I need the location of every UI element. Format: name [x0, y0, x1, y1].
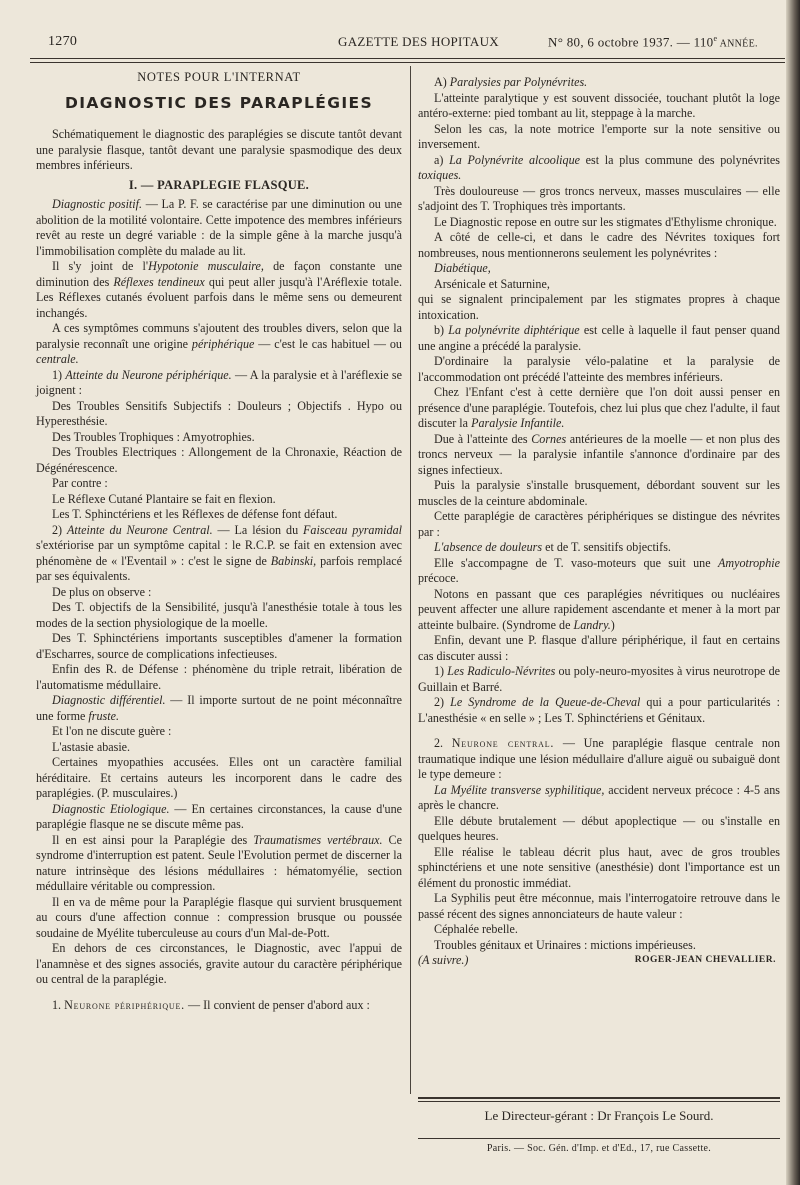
paragraph: 2) Le Syndrome de la Queue-de-Cheval qui a pour particularités : L'anesthésie « en selle » ; Les T. Sphinctériens et Génitaux. — [418, 695, 780, 725]
right-column — [418, 75, 780, 969]
paragraph: Selon les cas, la note motrice l'emporte sur la note sensitive ou inversement. — [418, 121, 780, 151]
paragraph: Diabétique, — [434, 261, 491, 275]
paragraph: Des Troubles Electriques : Allongement de la Chronaxie, Réaction de Dégénérescence. — [36, 445, 402, 475]
paragraph: Enfin des R. de Défense : phénomène du triple retrait, libération de l'automatisme médullaire. — [36, 662, 402, 692]
paragraph: Certaines myopathies accusées. Elles ont un caractère familial héréditaire. Et certains auteurs les incorporent dans le cadre des paraplégies. (P. musculaires.) — [36, 755, 402, 800]
paragraph: Elle réalise le tableau décrit plus haut, avec de gros troubles sphinctériens et une note sensitive (anesthésie) dont l'importance est un élément du pronostic immédiat. — [418, 844, 780, 890]
paragraph: Elle s'accompagne de T. vaso-moteurs que suit une Amyotrophie précoce. — [418, 555, 780, 585]
journal-title: GAZETTE DES HOPITAUX — [338, 34, 499, 49]
printer-line: Paris. — Soc. Gén. d'Imp. et d'Ed., 17, rue Cassette. — [486, 1143, 712, 1154]
paragraph: Les T. Sphinctériens et les Réflexes de défense font défaut. — [52, 507, 338, 521]
paragraph: Puis la paralysie s'installe brusquement, débordant souvent sur les muscles de la ceinture abdominale. — [418, 478, 780, 508]
paragraph: Diagnostic différentiel. — Il importe surtout de ne point méconnaître une forme fruste. — [36, 693, 402, 723]
article-title: DIAGNOSTIC DES PARAPLÉGIES — [64, 93, 374, 112]
paragraph: Chez l'Enfant c'est à cette dernière que l'on doit aussi penser en présence d'une paraplégie. Toutefois, chez lui plus que chez l'adulte, il faut discuter la Paralysie Infantile. — [418, 385, 780, 430]
header-rule-thin — [30, 62, 785, 63]
paragraph: L'absence de douleurs et de T. sensitifs objectifs. — [434, 540, 671, 554]
column-divider — [410, 66, 411, 1094]
paragraph: Notons en passant que ces paraplégies névritiques ou nucléaires peuvent affecter une allure rapidement ascendante et mener à la mort par atteinte bulbaire. (Syndrome de Landry.) — [418, 586, 780, 632]
paragraph: A côté de celle-ci, et dans le cadre des Névrites toxiques fort nombreuses, nous mentionnerons seulement les polynévrites : — [418, 230, 780, 260]
paragraph: 2. Neurone central. — Une paraplégie flasque centrale non traumatique indique une lésion médullaire d'allure aiguë ou subaiguë dont le type demeure : — [418, 736, 781, 781]
paragraph: Due à l'atteinte des Cornes antérieures de la moelle — et non plus des troncs nerveux — la paralysie infantile s'annonce d'ordinaire par des signes infectieux. — [418, 431, 780, 477]
paragraph: A) Paralysies par Polynévrites. — [434, 75, 588, 89]
paragraph: Enfin, devant une P. flasque d'allure périphérique, il faut en certains cas discuter aussi : — [418, 633, 780, 663]
page-number: 1270 — [48, 34, 78, 49]
paragraph: 1. Neurone périphérique. — Il convient de penser d'abord aux : — [52, 997, 370, 1012]
paragraph: La Myélite transverse syphilitique, accident nerveux précoce : 4-5 ans après le chancre. — [418, 782, 780, 812]
section-heading: I. — PARAPLEGIE FLASQUE. — [128, 177, 310, 192]
paragraph: Arsénicale et Saturnine, — [434, 276, 550, 291]
paragraph: En dehors de ces circonstances, le Diagnostic, avec l'appui de l'anamnèse et des signes associés, gravite autour du caractère périphérique ou central de la paraplégie. — [36, 941, 402, 986]
paragraph: Le Diagnostic repose en outre sur les stigmates d'Ethylisme chronique. — [434, 214, 777, 229]
paragraph: De plus on observe : — [52, 584, 152, 599]
paragraph: Très douloureuse — gros troncs nerveux, masses musculaires — elle s'adjoint des T. Trophiques très importants. — [418, 183, 780, 213]
paragraph: Des Troubles Sensitifs Subjectifs : Douleurs ; Objectifs . Hypo ou Hyperesthésie. — [36, 398, 402, 428]
paragraph: Céphalée rebelle. — [434, 922, 518, 936]
paragraph: Des Troubles Trophiques : Amyotrophies. — [52, 429, 255, 444]
paragraph: Diagnostic Etiologique. — En certaines circonstances, la cause d'une paraplégie flasque ne se discute même pas. — [36, 801, 402, 831]
paragraph: b) La polynévrite diphtérique est celle à laquelle il faut penser quand une angine a précédé la paralysie. — [418, 323, 780, 353]
paragraph: Elle débute brutalement — début apoplectique — ou s'installe en quelques heures. — [418, 813, 780, 843]
paragraph: 1) Les Radiculo-Névrites ou poly-neuro-myosites à virus neurotrope de Guillain et Barré. — [418, 664, 780, 694]
page-header — [48, 34, 783, 54]
paragraph: L'astasie abasie. — [52, 739, 131, 754]
paragraph: Troubles génitaux et Urinaires : mictions impérieuses. — [434, 937, 696, 952]
paragraph: qui se signalent principalement par les stigmates propres à chaque intoxication. — [418, 292, 780, 322]
paragraph: Il s'y joint de l'Hypotonie musculaire, de façon constante une diminution des Réflexes tendineux qui peut aller jusqu'à l'Aréflexie totale. Les Réflexes cutanés évoluent parfois dans le même sens ou demeurent inchangés. — [36, 259, 402, 320]
footer-rule-bottom — [418, 1138, 780, 1139]
paragraph: A ces symptômes communs s'ajoutent des troubles divers, selon que la paralysie reconnaît une origine périphérique — c'est le cas habituel — ou centrale. — [36, 321, 402, 366]
paragraph: L'atteinte paralytique y est souvent dissociée, touchant plutôt la loge antéro-externe: pied tombant au lit, steppage à la marche. — [418, 90, 780, 120]
paragraph: Le Réflexe Cutané Plantaire se fait en flexion. — [52, 491, 276, 506]
paragraph: Il en va de même pour la Paraplégie flasque qui survient brusquement au cours d'une affection connue : compression brusque ou poussée soudaine de Myélite tuberculeuse au cours d'un Mal-de-Pott. — [36, 894, 402, 940]
paragraph: Par contre : — [52, 476, 108, 490]
header-rule — [30, 58, 785, 59]
paragraph: Et l'on ne discute guère : — [52, 724, 172, 738]
to-be-continued: (A suivre.) — [418, 953, 469, 967]
director-line: Le Directeur-gérant : Dr François Le Sourd. — [484, 1108, 714, 1123]
paragraph: Cette paraplégie de caractères périphériques se distingue des névrites par : — [418, 509, 780, 539]
paragraph: Des T. objectifs de la Sensibilité, jusqu'à l'anesthésie totale à tous les modes de la section physiologique de la moelle. — [36, 600, 402, 630]
paragraph: Des T. Sphinctériens importants susceptibles d'amener la formation d'Escharres, source de complications infectieuses. — [36, 631, 402, 661]
issue-info: N° 80, 6 octobre 1937. — 110e ANNÉE. — [548, 34, 758, 50]
paragraph: 1) Atteinte du Neurone périphérique. — A la paralysie et à l'aréflexie se joignent : — [36, 367, 403, 397]
paragraph: D'ordinaire la paralysie vélo-palatine et la paralysie de l'accommodation ont précédé l'atteinte des membres inférieurs. — [418, 354, 780, 384]
paragraph: Il en est ainsi pour la Paraplégie des Traumatismes vertébraux. Ce syndrome d'interruption est patent. Seule l'Evolution permet de discerner la nature intrinsèque des lésions médullaires : hématomyélie, section médullaire véritable ou compression. — [36, 832, 402, 893]
paragraph: Schématiquement le diagnostic des paraplégies se discute tantôt devant une paralysie flasque, tantôt devant une paralysie spasmodique des deux membres inférieurs. — [36, 127, 402, 172]
left-column — [36, 70, 402, 1013]
article-signature — [418, 953, 780, 969]
paragraph: 2) Atteinte du Neurone Central. — La lésion du Faisceau pyramidal s'extériorise par un symptôme capital : le R.C.P. se fait en extension avec phénomène de « l'Eventail » : c'est le signe de Babinski, parfois remplacé par ses équivalents. — [36, 522, 402, 583]
author-name: ROGER-JEAN CHEVALLIER. — [634, 955, 776, 965]
page-edge-shadow — [786, 0, 800, 1185]
paragraph: a) La Polynévrite alcoolique est la plus commune des polynévrites toxiques. — [418, 152, 780, 182]
section-kicker: NOTES POUR L'INTERNAT — [137, 70, 301, 84]
paragraph: Diagnostic positif. — La P. F. se caractérise par une diminution ou une abolition de la motilité volontaire. Cette impotence des membres inférieurs revêt au reste un degré variable : de la simple gêne à la marche jusqu'à l'immobilisation complète du malade au lit. — [36, 197, 402, 258]
paragraph: La Syphilis peut être méconnue, mais l'interrogatoire retrouve dans le passé récent des signes annonciateurs de haute valeur : — [418, 891, 780, 921]
